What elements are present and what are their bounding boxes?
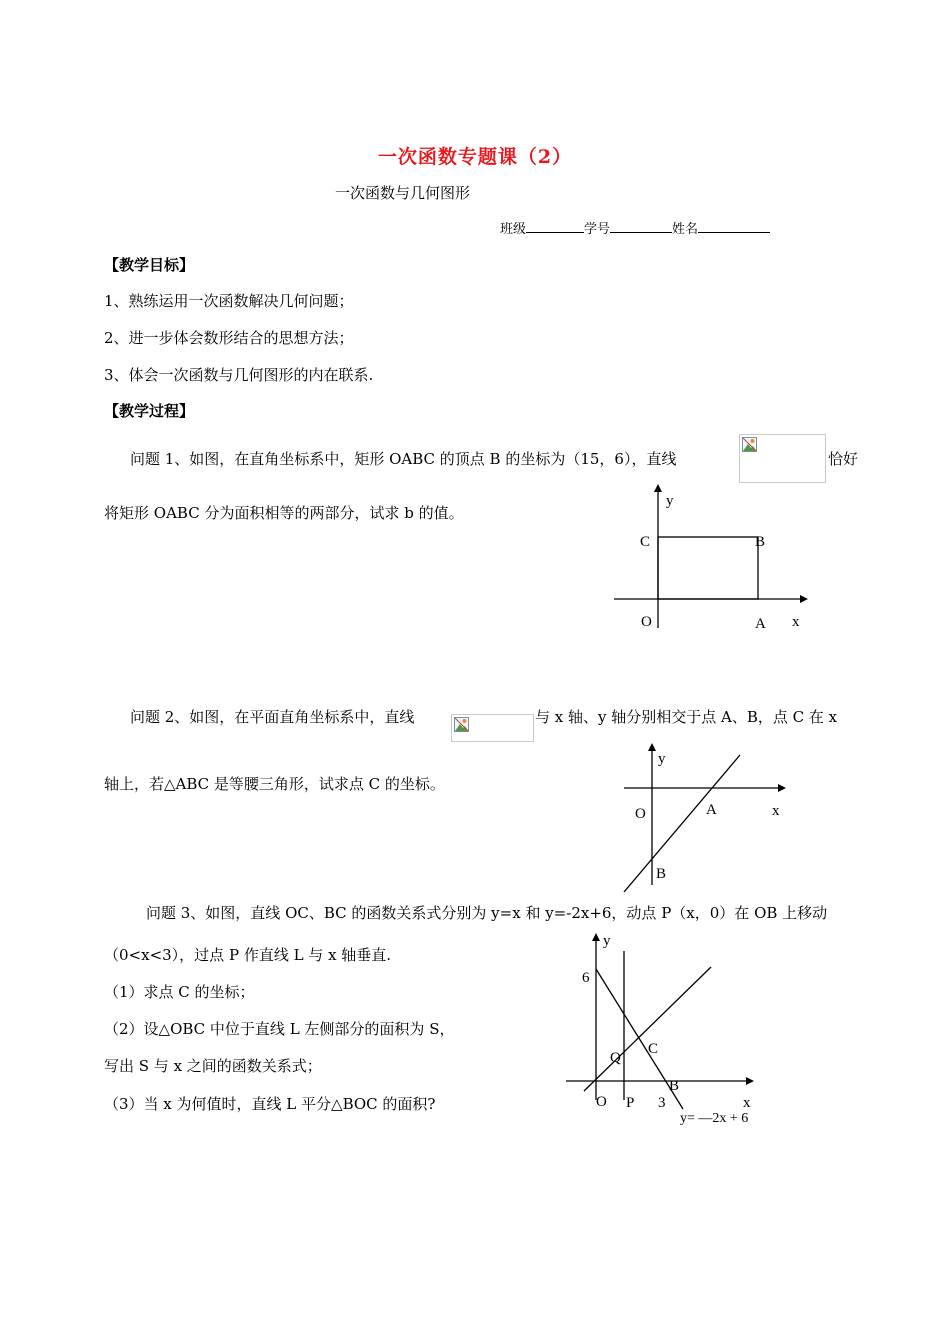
name-label: 姓名 (672, 222, 699, 237)
x-axis-arrow (800, 595, 808, 603)
label-a: A (755, 616, 766, 632)
rectangle-oabc (658, 537, 758, 599)
x-axis-arrow (746, 1077, 754, 1085)
page-subtitle: 一次函数与几何图形 (335, 184, 471, 202)
student-info-row (500, 218, 770, 237)
label-x: x (772, 803, 780, 819)
problem1-equation-image (739, 434, 826, 483)
problem3-question2-cont: 写出 S 与 x 之间的函数关系式； (104, 1057, 322, 1075)
number-blank[interactable] (610, 220, 672, 233)
y-axis-arrow (648, 743, 656, 751)
problem2-equation-image (451, 714, 534, 742)
y-axis-arrow (654, 484, 662, 492)
label-y: y (666, 493, 674, 509)
label-6: 6 (582, 970, 590, 986)
label-c: C (648, 1041, 659, 1057)
problem3-question3: （3）当 x 为何值时，直线 L 平分△BOC 的面积? (104, 1095, 436, 1113)
problem3-text-line2: （0<x<3），过点 P 作直线 L 与 x 轴垂直. (104, 946, 392, 964)
problem2-text-line1-end: 与 x 轴、y 轴分别相交于点 A、B，点 C 在 x (535, 708, 838, 726)
problem3-figure (560, 925, 780, 1130)
x-axis-arrow (778, 784, 786, 792)
problem2-text-line2: 轴上，若△ABC 是等腰三角形，试求点 C 的坐标。 (104, 775, 445, 793)
broken-image-icon (742, 437, 757, 452)
label-x: x (743, 1095, 751, 1111)
process-heading: 【教学过程】 (104, 402, 195, 420)
label-o: O (596, 1094, 607, 1110)
class-blank[interactable] (526, 220, 584, 233)
broken-image-icon (454, 717, 469, 732)
problem3-text-line1: 问题 3、如图，直线 OC、BC 的函数关系式分别为 y=x 和 y=-2x+6，动点 P（x，0）在 OB 上移动 (146, 904, 828, 922)
objective-item: 2、进一步体会数形结合的思想方法； (104, 329, 354, 347)
problem1-text-line1: 问题 1、如图，在直角坐标系中，矩形 OABC 的顶点 B 的坐标为（15，6），直线 (130, 450, 677, 468)
y-axis-arrow (592, 933, 600, 941)
label-p: P (626, 1095, 635, 1111)
label-b: B (656, 866, 667, 882)
label-equation: y= —2x + 6 (680, 1111, 749, 1126)
problem3-question2: （2）设△OBC 中位于直线 L 左侧部分的面积为 S， (104, 1020, 455, 1038)
label-o: O (635, 806, 646, 822)
objective-item: 1、熟练运用一次函数解决几何问题； (104, 292, 354, 310)
label-o: O (641, 614, 652, 630)
label-b: B (755, 534, 766, 550)
label-a: A (706, 802, 717, 818)
page-title: 一次函数专题课（2） (377, 146, 573, 168)
objectives-heading: 【教学目标】 (104, 256, 195, 274)
name-blank[interactable] (698, 220, 770, 233)
label-3: 3 (658, 1095, 666, 1111)
label-b: B (669, 1078, 680, 1094)
line-oc (584, 967, 711, 1091)
objective-item: 3、体会一次函数与几何图形的内在联系. (104, 366, 374, 384)
problem1-text-line1-end: 恰好 (828, 450, 859, 468)
label-y: y (603, 933, 611, 949)
number-label: 学号 (584, 222, 611, 237)
label-c: C (640, 534, 651, 550)
label-x: x (792, 614, 800, 630)
problem3-question1: （1）求点 C 的坐标； (104, 983, 255, 1001)
problem2-text-line1: 问题 2、如图，在平面直角坐标系中，直线 (130, 708, 415, 726)
problem1-figure (600, 480, 820, 640)
line-ab (624, 755, 740, 892)
problem2-figure (610, 735, 800, 895)
label-q: Q (610, 1050, 621, 1066)
label-y: y (658, 751, 666, 767)
problem1-text-line2: 将矩形 OABC 分为面积相等的两部分，试求 b 的值。 (104, 504, 464, 522)
class-label: 班级 (500, 222, 527, 237)
